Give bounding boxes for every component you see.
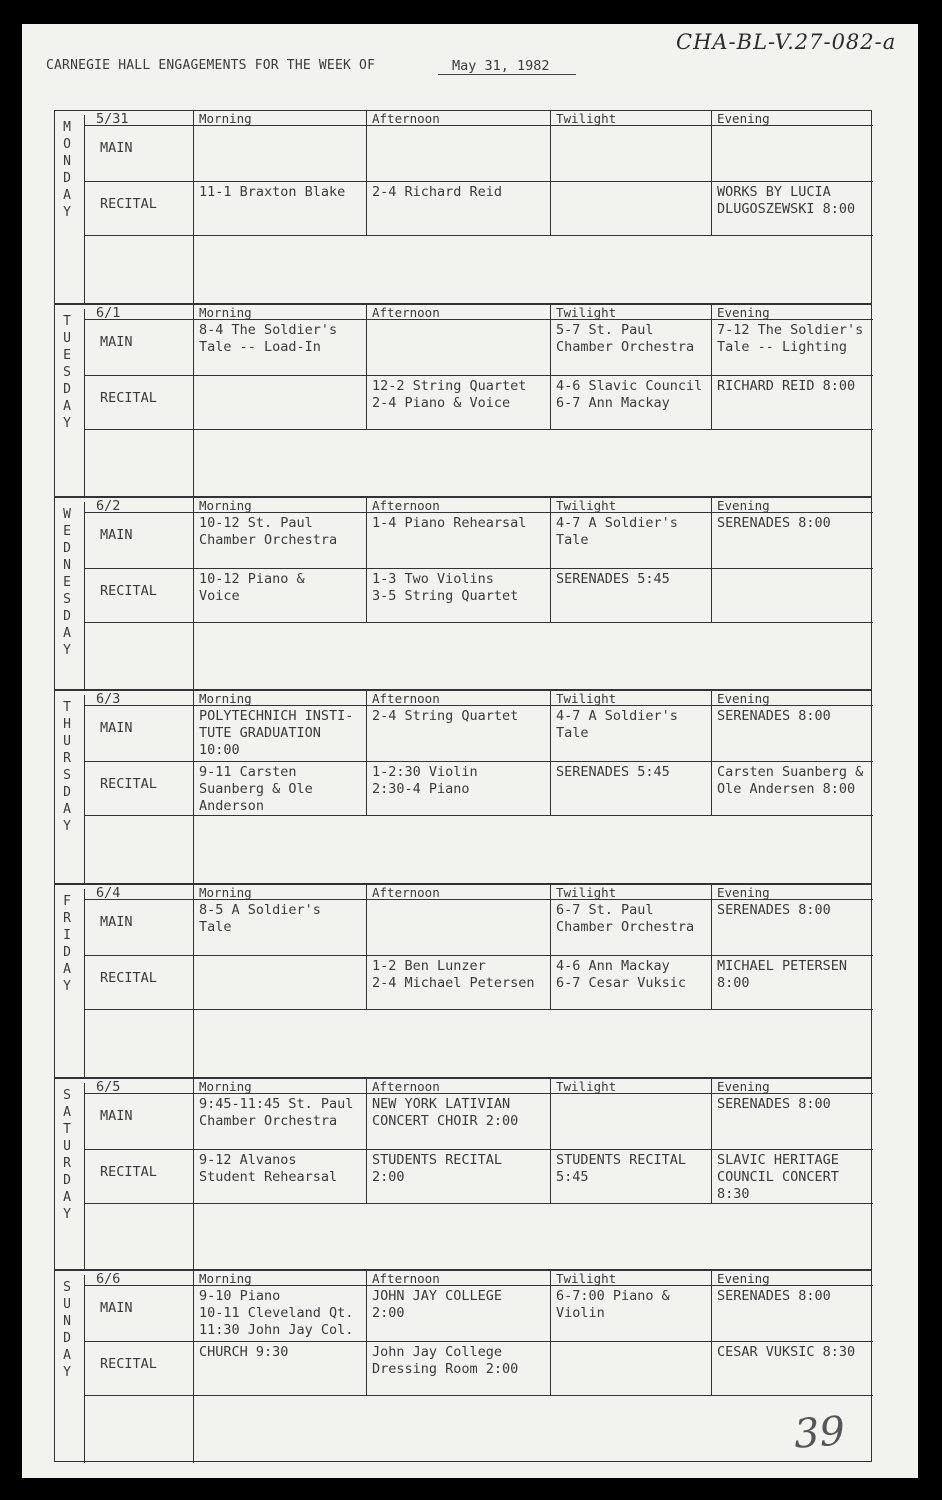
cell-recital-twilight-entry: 6-7 Cesar Vuksic [556,975,687,991]
column-header-evening: Evening [717,498,770,513]
day-date: 6/1 [96,305,121,321]
cell-recital-afternoon-entry: 1-3 Two Violins [372,571,494,587]
grid-line [84,1149,873,1150]
grid-line [84,1009,873,1010]
grid-line [550,691,551,815]
cell-main-twilight-entry: 6-7:00 Piano & [556,1288,670,1304]
cell-recital-evening-entry: WORKS BY LUCIA [717,184,831,200]
grid-line [550,111,551,235]
grid-line [193,1079,194,1271]
column-header-morning: Morning [199,885,252,900]
cell-recital-evening-entry: SLAVIC HERITAGE [717,1152,839,1168]
grid-line [366,498,367,622]
grid-line [550,1079,551,1203]
day-block-wednesday [54,497,872,690]
cell-main-afternoon-entry: 2:00 [372,1305,405,1321]
column-header-afternoon: Afternoon [372,498,440,513]
row-label-main: MAIN [100,914,133,930]
cell-main-morning-entry: 10-12 St. Paul [199,515,313,531]
cell-main-morning-entry: Chamber Orchestra [199,532,338,548]
cell-recital-twilight-entry: 4-6 Ann Mackay [556,958,670,974]
cell-recital-afternoon-entry: STUDENTS RECITAL [372,1152,503,1168]
grid-line [84,1083,85,1271]
cell-main-afternoon-entry: JOHN JAY COLLEGE [372,1288,503,1304]
grid-line [366,691,367,815]
grid-line [711,1079,712,1203]
document-id: CHA-BL-V.27-082-a [676,30,897,54]
day-date: 6/3 [96,691,121,707]
row-label-recital: RECITAL [100,970,157,986]
grid-line [711,111,712,235]
cell-main-morning-entry: POLYTECHNICH INSTI- [199,708,354,724]
cell-main-morning-entry: Tale -- Load-In [199,339,321,355]
grid-line [84,889,85,1079]
column-header-evening: Evening [717,1271,770,1286]
grid-line [84,1395,873,1396]
grid-line [84,695,85,885]
cell-recital-morning-entry: CHURCH 9:30 [199,1344,289,1360]
day-block-thursday [54,690,872,884]
column-header-afternoon: Afternoon [372,1271,440,1286]
cell-recital-afternoon-entry: 2-4 Piano & Voice [372,395,511,411]
column-header-morning: Morning [199,498,252,513]
grid-line [550,1271,551,1395]
cell-main-morning-entry: TUTE GRADUATION [199,725,321,741]
cell-main-twilight-entry: Tale [556,725,589,741]
cell-recital-evening-entry: 8:30 [717,1186,750,1202]
cell-main-afternoon-entry: 2-4 String Quartet [372,708,519,724]
cell-main-afternoon-entry: CONCERT CHOIR 2:00 [372,1113,519,1129]
day-name-vertical: THURSDAY [63,700,71,834]
day-block-sunday [54,1270,872,1462]
grid-line [84,115,85,305]
cell-recital-evening-entry: Ole Andersen 8:00 [717,781,856,797]
row-label-main: MAIN [100,1300,133,1316]
cell-main-evening-entry: SERENADES 8:00 [717,1096,831,1112]
cell-main-evening-entry: Tale -- Lighting [717,339,848,355]
row-label-main: MAIN [100,334,133,350]
cell-recital-morning-entry: 9-11 Carsten [199,764,297,780]
cell-recital-evening-entry: MICHAEL PETERSEN [717,958,848,974]
cell-recital-afternoon-entry: 2-4 Richard Reid [372,184,503,200]
grid-line [84,1203,873,1204]
grid-line [711,1271,712,1395]
row-label-main: MAIN [100,140,133,156]
cell-recital-twilight-entry: 5:45 [556,1169,589,1185]
grid-line [84,375,873,376]
grid-line [84,761,873,762]
grid-line [711,885,712,1009]
cell-main-morning-entry: 9:45-11:45 St. Paul [199,1096,354,1112]
column-header-afternoon: Afternoon [372,305,440,320]
cell-main-evening-entry: SERENADES 8:00 [717,515,831,531]
cell-recital-afternoon-entry: 1-2 Ben Lunzer [372,958,486,974]
column-header-evening: Evening [717,305,770,320]
page-number: 39 [792,1408,847,1458]
cell-main-evening-entry: SERENADES 8:00 [717,902,831,918]
cell-recital-morning-entry: Suanberg & Ole [199,781,313,797]
grid-line [711,498,712,622]
grid-line [366,305,367,429]
cell-recital-evening-entry: DLUGOSZEWSKI 8:00 [717,201,856,217]
cell-recital-morning-entry: 10-12 Piano & [199,571,305,587]
column-header-twilight: Twilight [556,885,617,900]
grid-line [550,305,551,429]
column-header-morning: Morning [199,1271,252,1286]
cell-recital-morning-entry: 9-12 Alvanos [199,1152,297,1168]
cell-main-morning-entry: 11:30 John Jay Col. [199,1322,354,1338]
grid-line [366,111,367,235]
column-header-morning: Morning [199,111,252,126]
column-header-evening: Evening [717,1079,770,1094]
cell-recital-afternoon-entry: 1-2:30 Violin [372,764,478,780]
cell-recital-afternoon-entry: 2:00 [372,1169,405,1185]
row-label-recital: RECITAL [100,776,157,792]
cell-main-evening-entry: 7-12 The Soldier's [717,322,864,338]
cell-main-morning-entry: 9-10 Piano [199,1288,281,1304]
page-title: CARNEGIE HALL ENGAGEMENTS FOR THE WEEK OF [46,58,376,73]
cell-recital-morning-entry: 11-1 Braxton Blake [199,184,346,200]
cell-main-morning-entry: Chamber Orchestra [199,1113,338,1129]
cell-recital-afternoon-entry: 12-2 String Quartet [372,378,527,394]
cell-recital-evening-entry: COUNCIL CONCERT [717,1169,839,1185]
grid-line [84,502,85,691]
row-label-main: MAIN [100,720,133,736]
column-header-morning: Morning [199,691,252,706]
row-label-recital: RECITAL [100,1356,157,1372]
cell-recital-afternoon-entry: 2:30-4 Piano [372,781,470,797]
cell-main-morning-entry: 10:00 [199,742,240,758]
day-block-monday [54,110,872,304]
grid-line [84,181,873,182]
grid-line [366,1079,367,1203]
cell-recital-evening-entry: Carsten Suanberg & [717,764,864,780]
row-label-recital: RECITAL [100,196,157,212]
cell-recital-twilight-entry: SERENADES 5:45 [556,764,670,780]
cell-recital-twilight-entry: 4-6 Slavic Council [556,378,703,394]
grid-line [550,498,551,622]
column-header-afternoon: Afternoon [372,691,440,706]
row-label-recital: RECITAL [100,1164,157,1180]
cell-main-twilight-entry: Chamber Orchestra [556,339,695,355]
column-header-evening: Evening [717,111,770,126]
grid-line [193,885,194,1079]
column-header-afternoon: Afternoon [372,1079,440,1094]
day-name-vertical: SATURDAY [63,1088,71,1222]
column-header-evening: Evening [717,885,770,900]
cell-main-twilight-entry: Chamber Orchestra [556,919,695,935]
grid-line [193,305,194,498]
cell-main-twilight-entry: 4-7 A Soldier's [556,708,678,724]
grid-line [84,815,873,816]
row-label-main: MAIN [100,527,133,543]
column-header-morning: Morning [199,1079,252,1094]
day-date: 6/4 [96,885,121,901]
cell-recital-afternoon-entry: 3-5 String Quartet [372,588,519,604]
column-header-twilight: Twilight [556,1079,617,1094]
grid-line [711,691,712,815]
cell-main-twilight-entry: 5-7 St. Paul [556,322,654,338]
column-header-twilight: Twilight [556,1271,617,1286]
grid-line [84,1275,85,1463]
cell-recital-afternoon-entry: John Jay College [372,1344,503,1360]
cell-main-morning-entry: 8-5 A Soldier's [199,902,321,918]
cell-main-evening-entry: SERENADES 8:00 [717,1288,831,1304]
column-header-evening: Evening [717,691,770,706]
column-header-afternoon: Afternoon [372,111,440,126]
row-label-recital: RECITAL [100,583,157,599]
row-label-main: MAIN [100,1108,133,1124]
cell-recital-twilight-entry: SERENADES 5:45 [556,571,670,587]
cell-main-evening-entry: SERENADES 8:00 [717,708,831,724]
day-date: 6/2 [96,498,121,514]
grid-line [366,885,367,1009]
column-header-morning: Morning [199,305,252,320]
cell-main-afternoon-entry: 1-4 Piano Rehearsal [372,515,527,531]
cell-main-twilight-entry: 6-7 St. Paul [556,902,654,918]
grid-line [193,691,194,885]
day-date: 5/31 [96,111,129,127]
day-name-vertical: FRIDAY [63,894,71,994]
cell-recital-morning-entry: Voice [199,588,240,604]
column-header-twilight: Twilight [556,498,617,513]
cell-main-morning-entry: 10-11 Cleveland Qt. [199,1305,354,1321]
day-name-vertical: WEDNESDAY [63,507,71,658]
grid-line [84,622,873,623]
day-date: 6/5 [96,1079,121,1095]
grid-line [193,1271,194,1463]
cell-recital-afternoon-entry: 2-4 Michael Petersen [372,975,535,991]
day-block-tuesday [54,304,872,497]
grid-line [84,1341,873,1342]
cell-recital-evening-entry: RICHARD REID 8:00 [717,378,856,394]
grid-line [84,235,873,236]
cell-recital-twilight-entry: STUDENTS RECITAL [556,1152,687,1168]
column-header-twilight: Twilight [556,111,617,126]
grid-line [193,498,194,691]
grid-line [84,955,873,956]
cell-main-morning-entry: Tale [199,919,232,935]
grid-line [84,568,873,569]
grid-line [711,305,712,429]
grid-line [550,885,551,1009]
cell-recital-morning-entry: Anderson [199,798,265,814]
column-header-twilight: Twilight [556,691,617,706]
cell-main-twilight-entry: 4-7 A Soldier's [556,515,678,531]
day-block-saturday [54,1078,872,1270]
cell-recital-evening-entry: 8:00 [717,975,750,991]
cell-recital-afternoon-entry: Dressing Room 2:00 [372,1361,519,1377]
cell-main-twilight-entry: Tale [556,532,589,548]
cell-main-twilight-entry: Violin [556,1305,605,1321]
week-date: May 31, 1982 [438,58,576,75]
row-label-recital: RECITAL [100,390,157,406]
cell-recital-twilight-entry: 6-7 Ann Mackay [556,395,670,411]
day-name-vertical: SUNDAY [63,1280,71,1380]
grid-line [84,309,85,498]
cell-recital-evening-entry: CESAR VUKSIC 8:30 [717,1344,856,1360]
cell-main-morning-entry: 8-4 The Soldier's [199,322,338,338]
day-block-friday [54,884,872,1078]
day-name-vertical: MONDAY [63,120,71,220]
cell-recital-morning-entry: Student Rehearsal [199,1169,338,1185]
grid-line [366,1271,367,1395]
day-date: 6/6 [96,1271,121,1287]
column-header-twilight: Twilight [556,305,617,320]
cell-main-afternoon-entry: NEW YORK LATIVIAN [372,1096,511,1112]
column-header-afternoon: Afternoon [372,885,440,900]
grid-line [193,111,194,305]
grid-line [84,429,873,430]
day-name-vertical: TUESDAY [63,314,71,431]
